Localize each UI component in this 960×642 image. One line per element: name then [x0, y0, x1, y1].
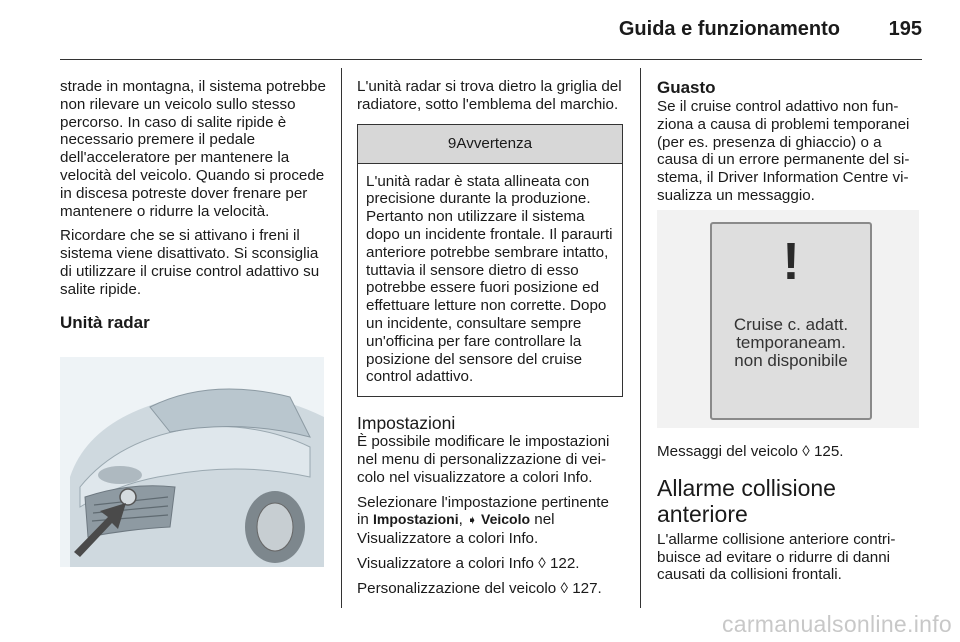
column-middle — [357, 78, 623, 605]
dic-message-illustration — [657, 210, 919, 428]
display-line: temporaneam. — [736, 333, 846, 352]
reference-icon: ◊ — [538, 554, 546, 572]
menu-path-veicolo: Veicolo — [477, 511, 531, 528]
display-line: non disponibile — [734, 351, 848, 370]
reference-icon: ◊ — [560, 579, 568, 597]
exclamation-icon: ! — [782, 233, 800, 291]
warning-box — [357, 124, 623, 398]
header-rule — [60, 59, 922, 60]
cross-reference — [657, 443, 921, 461]
paragraph: L'unità radar si trova dietro la griglia del radiatore, sotto l'emblema del marchio. — [357, 78, 622, 113]
text-span: Messaggi del veicolo — [657, 443, 803, 460]
column-right-lower — [657, 443, 921, 591]
watermark: carmanualsonline.info — [721, 611, 952, 637]
paragraph — [357, 494, 623, 548]
section-heading-fault: Guasto — [657, 78, 716, 97]
text-span: Visualizzatore a colori Info — [357, 554, 539, 572]
text-span: nel Visualizzatore a colori Info. — [357, 511, 555, 548]
reference-icon: ◊ — [802, 443, 810, 460]
menu-path-impostazioni: Impostazioni — [373, 511, 459, 528]
display-message — [712, 316, 870, 370]
warning-text: L'unità radar è stata allineata con precisione durante la produzione. Pertanto non utilizzare il sistema dopo un incidente frontale. Il paraurti anteriore potrebbe sembrare intatto, tuttavia il sensore dietro di esso potrebbe essere fuori posizione ed effettuare letture non corrette. Dopo un incidente, consultare sempre un'officina per fare controllare la posizione del sensore del cruise control adattivo. — [366, 172, 613, 386]
warning-icon: 9 — [447, 134, 457, 152]
reference-page: 122. — [545, 554, 580, 572]
column-divider-1 — [341, 68, 342, 608]
column-left — [60, 78, 326, 333]
cross-reference — [357, 580, 623, 598]
text-span: Selezionare l'impostazione pertinente in — [357, 493, 609, 529]
paragraph: È possibile modificare le impostazioni nel menu di personalizzazione di veicolo nel visualizzatore a colori Info. — [357, 433, 610, 486]
display-line: Cruise c. adatt. — [733, 315, 849, 334]
paragraph: Se il cruise control adattivo non funziona a causa di problemi temporanei (per es. presenza di ghiaccio) o a causa di un errore permanente del sistema, il Driver Information Centre visualizza un messaggio. — [657, 98, 910, 204]
page-header-title: Guida e funzionamento — [618, 18, 840, 40]
warning-header — [358, 125, 622, 164]
section-heading-settings: Impostazioni — [357, 413, 456, 434]
text-span: , — [458, 511, 468, 529]
car-front-drawing — [60, 357, 324, 567]
section-heading-radar: Unità radar — [60, 312, 150, 332]
paragraph: strade in montagna, il sistema potrebbe non rilevare un veicolo sullo stesso percorso. In caso di salite ripide è necessario premere il pedale dell'acceleratore per mantenere la velocità del veicolo. Quando si procede in discesa potreste dover frenare per mantenere o ridurre la velocità. — [60, 78, 326, 220]
section-heading-collision: Allarme collisione anteriore — [657, 474, 836, 527]
page-number: 195 — [888, 18, 922, 40]
car-radar-illustration — [60, 357, 324, 567]
reference-page: 125. — [809, 443, 844, 460]
page-header — [0, 0, 960, 60]
paragraph: Ricordare che se si attivano i freni il sistema viene disattivato. Si sconsiglia di utilizzare il cruise control adattivo su salite ripide. — [60, 227, 320, 298]
column-right — [657, 78, 921, 212]
reference-page: 127. — [567, 579, 602, 597]
arrow-right-icon: ➧ — [467, 513, 478, 528]
warning-title: Avvertenza — [456, 134, 533, 152]
column-divider-2 — [640, 68, 641, 608]
display-screen — [710, 222, 872, 420]
cross-reference — [357, 555, 623, 573]
paragraph: L'allarme collisione anteriore contribuisce ad evitare o ridurre di danni causati da collisioni frontali. — [657, 530, 896, 584]
text-span: Personalizzazione del veicolo — [357, 579, 561, 597]
